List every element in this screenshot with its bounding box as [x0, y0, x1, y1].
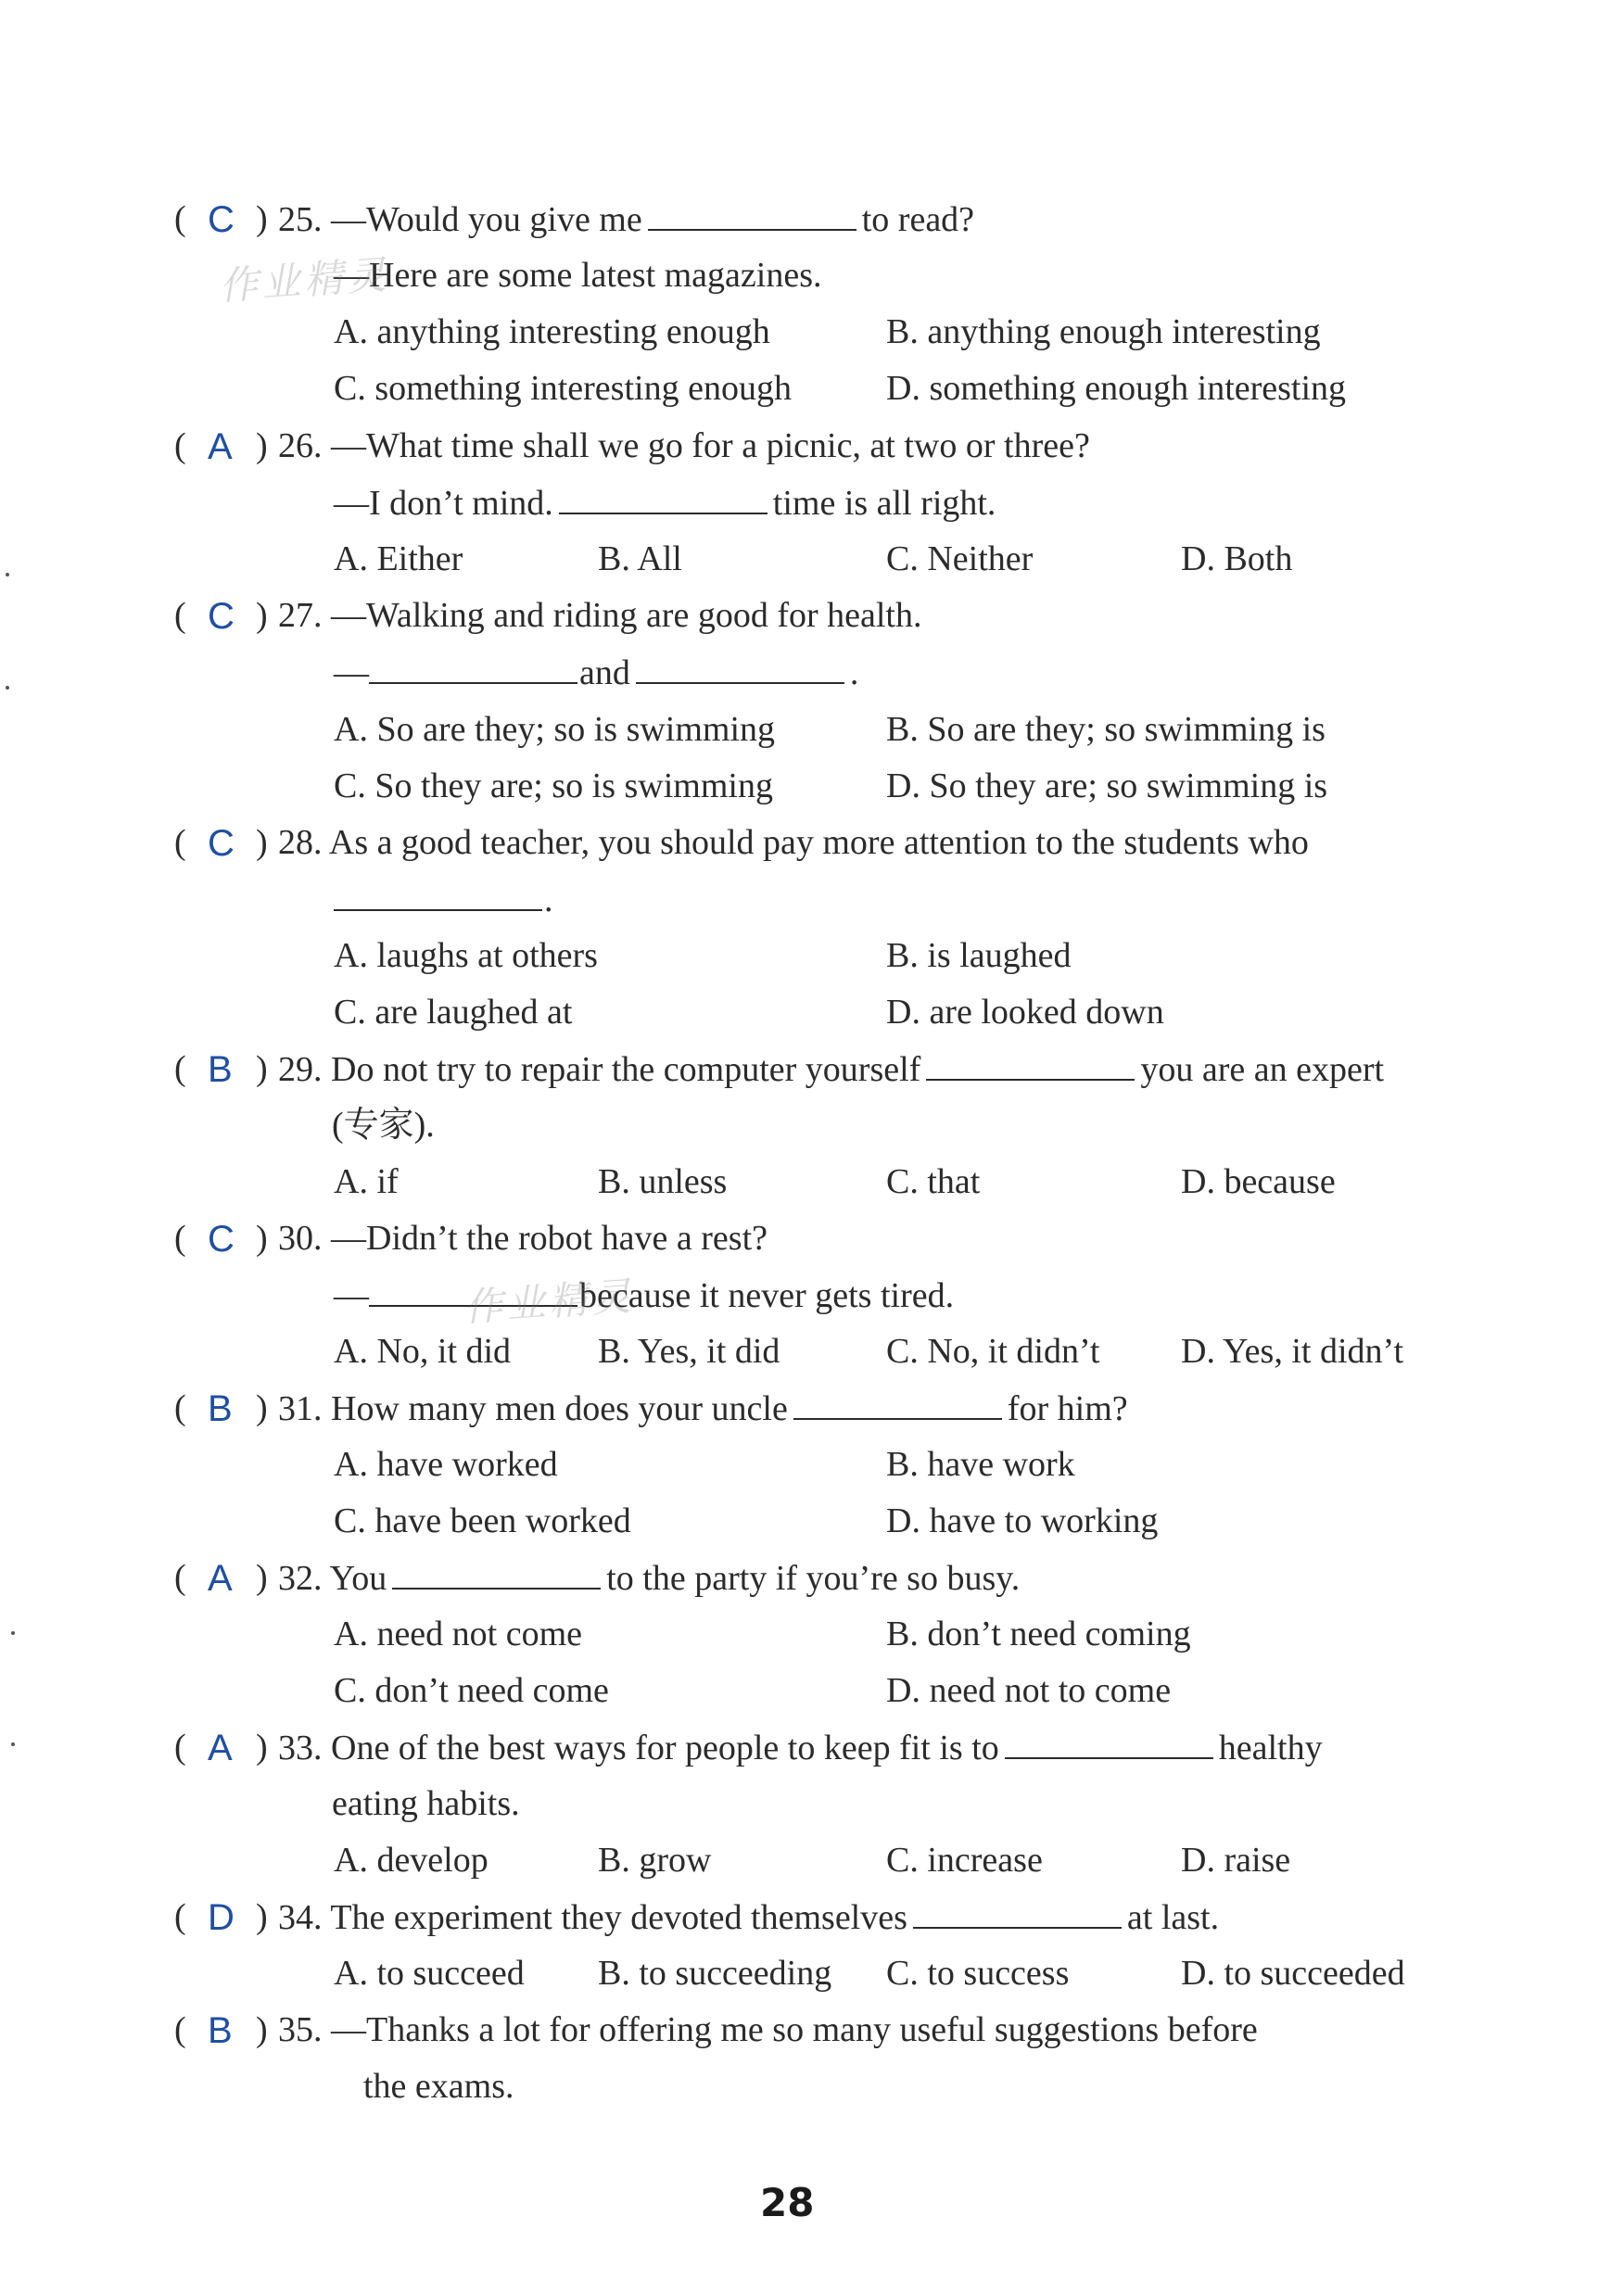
option-d: D. to succeeded	[1181, 1954, 1405, 1993]
option-b: B. unless	[598, 1162, 728, 1201]
answer-letter: C	[208, 199, 235, 240]
answer-letter: B	[208, 1388, 233, 1429]
question-stem: 30. —Didn’t the robot have a rest?	[278, 1219, 768, 1258]
answer-letter: D	[208, 1897, 235, 1938]
answer-blank	[1005, 1729, 1213, 1759]
option-d: D. because	[1181, 1162, 1336, 1201]
option-d: D. raise	[1181, 1841, 1291, 1880]
question-stem: 26. —What time shall we go for a picnic, at two or three?	[278, 426, 1090, 465]
answer-paren-open: (	[174, 1728, 186, 1767]
option-b: B. have work	[886, 1445, 1075, 1484]
answer-paren-open: (	[174, 1219, 186, 1258]
question-stem-line2: — because it never gets tired.	[334, 1276, 955, 1315]
option-d: D. Both	[1181, 539, 1293, 578]
answer-letter: C	[208, 823, 235, 864]
question-number: 26.	[278, 426, 323, 465]
option-a: A. laughs at others	[334, 936, 598, 975]
question-stem: 28. As a good teacher, you should pay more attention to the students who	[278, 823, 1309, 862]
option-a: A. No, it did	[334, 1332, 512, 1371]
option-c: C. that	[886, 1162, 981, 1201]
question-stem-line2: eating habits.	[332, 1784, 520, 1823]
answer-letter: A	[208, 426, 233, 467]
margin-speck	[11, 1742, 15, 1746]
watermark-logo: 作业精灵	[462, 1273, 636, 1331]
margin-speck	[6, 573, 9, 576]
option-b: B. So are they; so swimming is	[886, 710, 1326, 749]
answer-letter: A	[208, 1728, 233, 1768]
option-a: A. anything interesting enough	[334, 312, 770, 351]
answer-paren-close: )	[256, 1388, 268, 1427]
option-c: C. are laughed at	[334, 993, 573, 1032]
option-c: C. increase	[886, 1841, 1043, 1880]
question-stem: 29. Do not try to repair the computer yourself you are an expert	[278, 1050, 1385, 1089]
answer-paren-close: )	[256, 1728, 268, 1767]
option-c: C. don’t need come	[334, 1671, 609, 1710]
question-stem: 33. One of the best ways for people to keep fit is to healthy	[278, 1729, 1323, 1767]
answer-letter: C	[208, 1219, 235, 1260]
answer-paren-close: )	[256, 199, 268, 238]
answer-blank	[926, 1051, 1135, 1081]
answer-letter: B	[208, 2010, 233, 2051]
question-stem-line2: .	[334, 881, 553, 918]
answer-paren-close: )	[256, 596, 268, 635]
answer-blank	[648, 201, 856, 231]
option-c: C. Neither	[886, 539, 1034, 578]
question-number: 33.	[278, 1729, 323, 1767]
question-number: 35.	[278, 2010, 323, 2049]
answer-blank	[369, 1277, 577, 1307]
answer-blank	[793, 1390, 1002, 1420]
answer-letter: C	[208, 596, 235, 637]
option-a: A. if	[334, 1162, 399, 1201]
option-c: C. something interesting enough	[334, 369, 792, 408]
page-number: 28	[760, 2180, 815, 2225]
answer-paren-open: (	[174, 823, 186, 862]
option-a: A. need not come	[334, 1615, 583, 1653]
option-b: B. grow	[598, 1841, 712, 1880]
answer-paren-open: (	[174, 1558, 186, 1597]
option-c: C. to success	[886, 1954, 1070, 1993]
question-stem: 34. The experiment they devoted themselves at last.	[278, 1898, 1220, 1937]
answer-paren-open: (	[174, 199, 186, 238]
question-number: 29.	[278, 1050, 323, 1089]
answer-paren-close: )	[256, 1049, 268, 1088]
answer-paren-open: (	[174, 596, 186, 635]
question-stem: 31. How many men does your uncle for him?	[278, 1389, 1128, 1428]
answer-blank	[334, 881, 542, 911]
question-stem-line2: (专家).	[332, 1106, 435, 1145]
option-a: A. develop	[334, 1841, 488, 1880]
question-number: 30.	[278, 1219, 323, 1258]
option-a: A. So are they; so is swimming	[334, 710, 776, 749]
option-c: C. have been worked	[334, 1501, 631, 1540]
question-stem: 32. You to the party if you’re so busy.	[278, 1559, 1021, 1598]
option-b: B. anything enough interesting	[886, 312, 1321, 351]
option-d: D. need not to come	[886, 1671, 1172, 1710]
answer-blank	[392, 1560, 601, 1590]
watermark-logo: 作业精灵	[217, 251, 391, 310]
option-b: B. is laughed	[886, 936, 1072, 975]
margin-speck	[6, 686, 9, 690]
answer-paren-open: (	[174, 2010, 186, 2049]
answer-letter: B	[208, 1049, 233, 1090]
option-b: B. All	[598, 539, 682, 578]
margin-speck	[11, 1631, 15, 1635]
answer-paren-close: )	[256, 1897, 268, 1936]
option-d: D. So they are; so swimming is	[886, 766, 1328, 805]
option-b: B. don’t need coming	[886, 1615, 1191, 1653]
option-a: A. to succeed	[334, 1954, 525, 1993]
answer-blank	[913, 1899, 1122, 1929]
option-d: D. Yes, it didn’t	[1181, 1332, 1404, 1371]
answer-blank	[559, 485, 768, 514]
question-number: 25.	[278, 200, 323, 239]
question-number: 27.	[278, 596, 323, 635]
answer-paren-close: )	[256, 426, 268, 465]
option-b: B. to succeeding	[598, 1954, 832, 1993]
question-stem-line2: — and .	[334, 653, 859, 692]
option-d: D. something enough interesting	[886, 369, 1347, 408]
option-b: B. Yes, it did	[598, 1332, 780, 1371]
answer-blank	[636, 654, 844, 684]
answer-paren-close: )	[256, 823, 268, 862]
question-number: 31.	[278, 1389, 323, 1428]
option-c: C. No, it didn’t	[886, 1332, 1100, 1371]
answer-paren-open: (	[174, 1388, 186, 1427]
answer-letter: A	[208, 1558, 233, 1599]
question-number: 28.	[278, 823, 323, 862]
answer-blank	[369, 654, 577, 684]
question-stem-line2: —Here are some latest magazines.	[334, 256, 822, 295]
answer-paren-open: (	[174, 426, 186, 465]
question-number: 32.	[278, 1559, 323, 1598]
question-stem: 35. —Thanks a lot for offering me so many useful suggestions before	[278, 2010, 1258, 2049]
option-d: D. are looked down	[886, 993, 1164, 1032]
question-number: 34.	[278, 1898, 323, 1937]
option-d: D. have to working	[886, 1501, 1159, 1540]
answer-paren-close: )	[256, 2010, 268, 2049]
question-stem-line2: —I don’t mind. time is all right.	[334, 484, 996, 523]
question-stem-line2: the exams.	[363, 2067, 514, 2106]
option-a: A. have worked	[334, 1445, 558, 1484]
answer-paren-close: )	[256, 1558, 268, 1597]
option-c: C. So they are; so is swimming	[334, 766, 773, 805]
question-stem: 27. —Walking and riding are good for health.	[278, 596, 922, 635]
answer-paren-open: (	[174, 1049, 186, 1088]
question-stem: 25. —Would you give me to read?	[278, 200, 975, 239]
option-a: A. Either	[334, 539, 463, 578]
answer-paren-open: (	[174, 1897, 186, 1936]
answer-paren-close: )	[256, 1219, 268, 1258]
